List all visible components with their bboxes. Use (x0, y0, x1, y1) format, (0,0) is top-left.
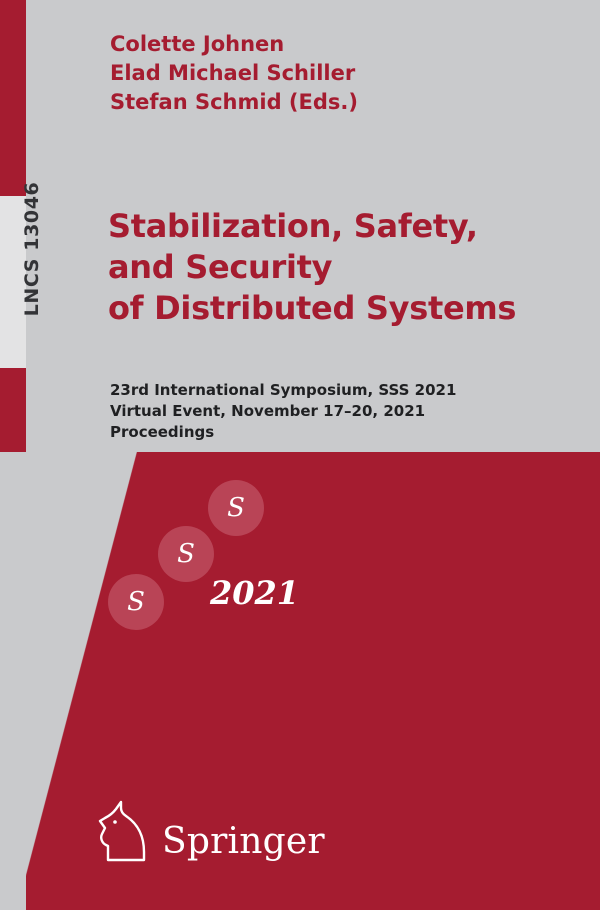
conference-line: 23rd International Symposium, SSS 2021 (110, 381, 457, 399)
title-line: and Security (108, 248, 333, 286)
publisher-logo (96, 800, 325, 862)
sss-logo-circle: S (108, 574, 164, 630)
editors-list (110, 30, 570, 117)
sss-logo-year: 2021 (210, 574, 300, 612)
springer-knight-icon (96, 800, 148, 862)
conference-details (110, 380, 580, 443)
title-line: of Distributed Systems (108, 289, 517, 327)
conference-line: Virtual Event, November 17–20, 2021 (110, 402, 426, 420)
title-line: Stabilization, Safety, (108, 207, 478, 245)
editor-name: Elad Michael Schiller (110, 61, 356, 85)
editor-name: Colette Johnen (110, 32, 285, 56)
conference-line: Proceedings (110, 423, 215, 441)
series-label: LNCS 13046 (21, 181, 43, 317)
book-title (108, 206, 578, 329)
editor-name: Stefan Schmid (Eds.) (110, 90, 358, 114)
sss-logo (100, 480, 420, 640)
springer-wordmark: Springer (162, 821, 325, 862)
sss-logo-circle: S (208, 480, 264, 536)
sss-logo-circle: S (158, 526, 214, 582)
